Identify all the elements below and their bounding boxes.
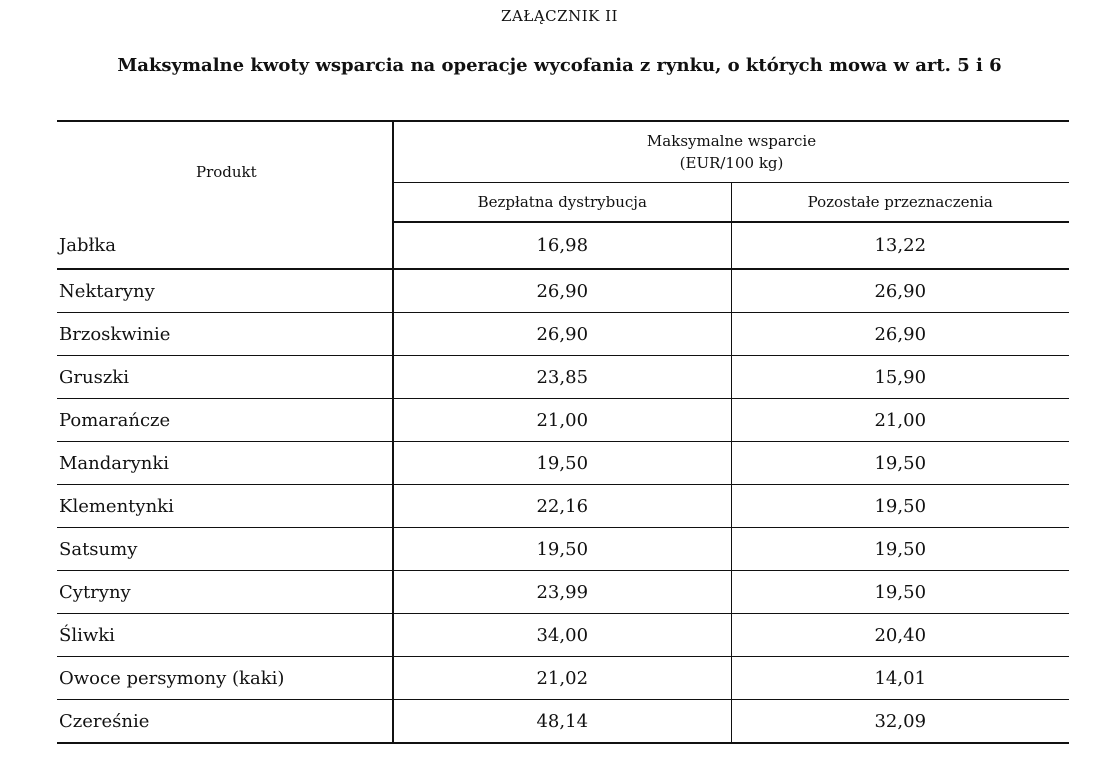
- table-row: [57, 222, 1069, 269]
- table-row: [57, 614, 1069, 657]
- table-row: [57, 269, 1069, 313]
- product-cell: Gruszki: [57, 356, 393, 399]
- product-cell: Brzoskwinie: [57, 313, 393, 356]
- free-distribution-cell: 19,50: [393, 442, 731, 485]
- other-destinations-cell: 14,01: [731, 657, 1069, 700]
- table-row: [57, 399, 1069, 442]
- product-cell: Pomarańcze: [57, 399, 393, 442]
- other-destinations-cell: 26,90: [731, 269, 1069, 313]
- header-unit: (EUR/100 kg): [679, 154, 784, 172]
- header-max-support: [393, 121, 1069, 183]
- table-row: [57, 442, 1069, 485]
- support-table-wrapper: [57, 120, 1069, 744]
- free-distribution-cell: 23,99: [393, 571, 731, 614]
- other-destinations-cell: 20,40: [731, 614, 1069, 657]
- table-row: [57, 313, 1069, 356]
- table-row: [57, 356, 1069, 399]
- free-distribution-cell: 34,00: [393, 614, 731, 657]
- product-cell: Czereśnie: [57, 700, 393, 744]
- product-cell: Mandarynki: [57, 442, 393, 485]
- free-distribution-cell: 16,98: [393, 222, 731, 269]
- other-destinations-cell: 19,50: [731, 571, 1069, 614]
- free-distribution-cell: 22,16: [393, 485, 731, 528]
- other-destinations-cell: 19,50: [731, 528, 1069, 571]
- table-row: [57, 485, 1069, 528]
- product-cell: Satsumy: [57, 528, 393, 571]
- product-cell: Cytryny: [57, 571, 393, 614]
- table-row: [57, 528, 1069, 571]
- header-product: Produkt: [57, 121, 393, 222]
- other-destinations-cell: 13,22: [731, 222, 1069, 269]
- table-row: [57, 657, 1069, 700]
- other-destinations-cell: 26,90: [731, 313, 1069, 356]
- free-distribution-cell: 26,90: [393, 269, 731, 313]
- other-destinations-cell: 21,00: [731, 399, 1069, 442]
- product-cell: Klementynki: [57, 485, 393, 528]
- table-row: [57, 700, 1069, 744]
- table-row: [57, 571, 1069, 614]
- document-title: Maksymalne kwoty wsparcia na operacje wycofania z rynku, o których mowa w art. 5 i 6: [117, 55, 1002, 76]
- header-free-distribution: Bezpłatna dystrybucja: [393, 183, 731, 223]
- free-distribution-cell: 26,90: [393, 313, 731, 356]
- free-distribution-cell: 21,02: [393, 657, 731, 700]
- annex-label: ZAŁĄCZNIK II: [501, 7, 618, 25]
- product-cell: Jabłka: [57, 222, 393, 269]
- other-destinations-cell: 19,50: [731, 442, 1069, 485]
- product-cell: Owoce persymony (kaki): [57, 657, 393, 700]
- header-other-destinations: Pozostałe przeznaczenia: [731, 183, 1069, 223]
- product-cell: Nektaryny: [57, 269, 393, 313]
- free-distribution-cell: 48,14: [393, 700, 731, 744]
- other-destinations-cell: 32,09: [874, 710, 927, 732]
- product-cell: Śliwki: [57, 614, 393, 657]
- free-distribution-cell: 21,00: [393, 399, 731, 442]
- free-distribution-cell: 19,50: [393, 528, 731, 571]
- header-max-support-label: Maksymalne wsparcie: [646, 132, 817, 150]
- support-table: [57, 120, 1069, 744]
- other-destinations-cell: 15,90: [731, 356, 1069, 399]
- other-destinations-cell: 19,50: [731, 485, 1069, 528]
- free-distribution-cell: 23,85: [393, 356, 731, 399]
